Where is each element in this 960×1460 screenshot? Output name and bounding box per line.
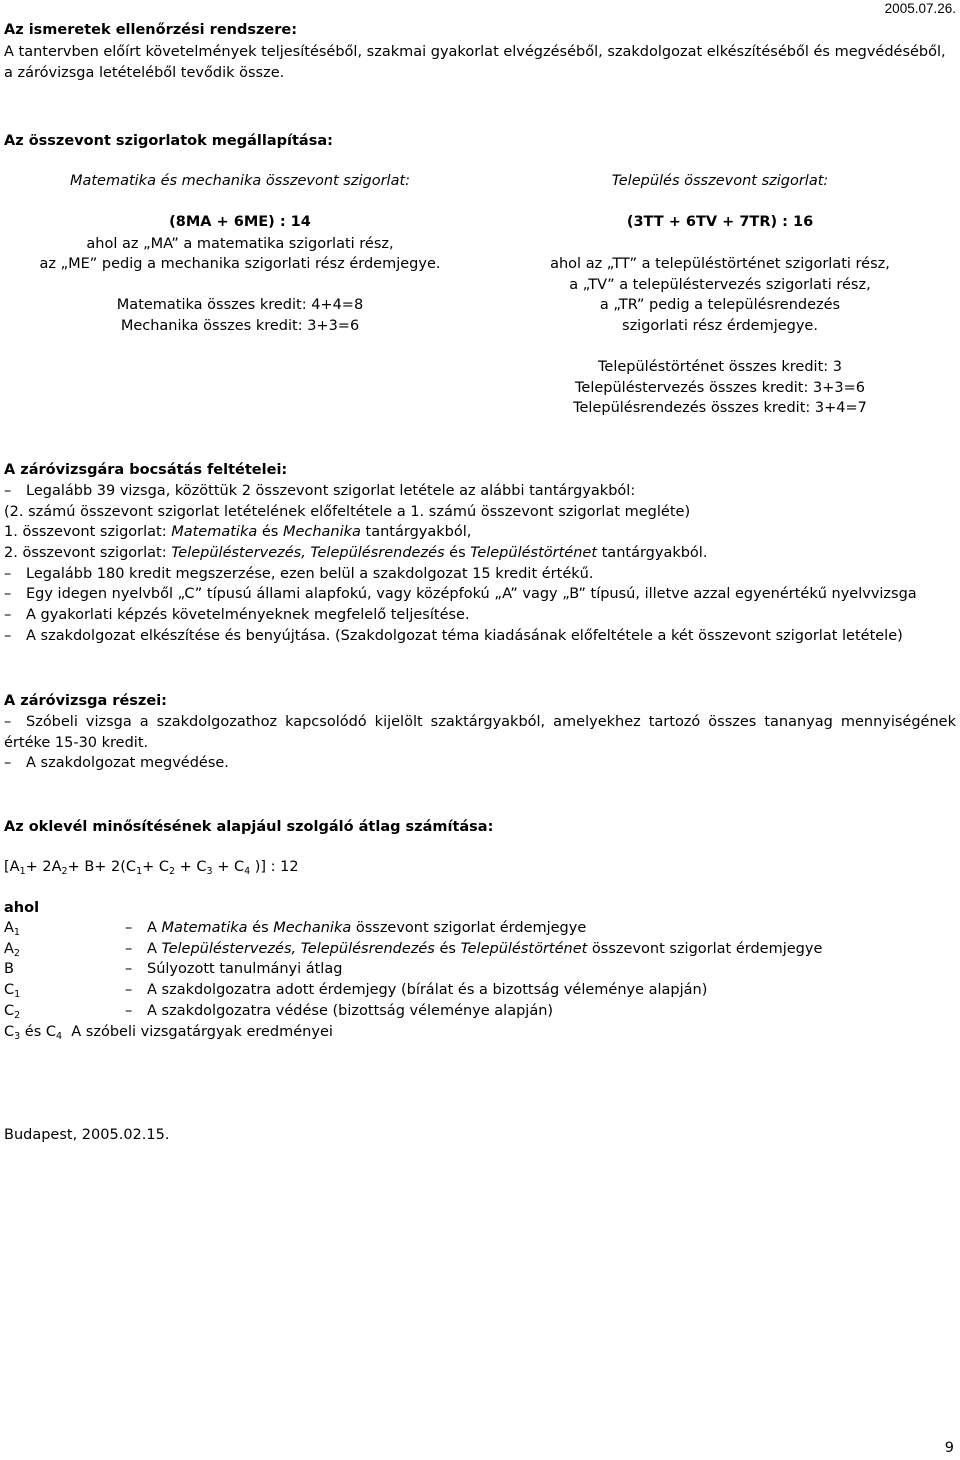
final-exam-title: A záróvizsga részei: — [4, 693, 167, 709]
history-credit: Településtörténet összes kredit: 3 — [598, 359, 842, 375]
dash-bullet: – — [125, 941, 133, 957]
def-row-a1 — [0, 918, 960, 939]
def-row-c2 — [0, 1001, 960, 1022]
mech-credit: Mechanika összes kredit: 3+3=6 — [120, 318, 360, 334]
exam-system-text: A tantervben előírt követelmények teljesítéséből, szakmai gyakorlat elvégzéséből, szakdolgozat elkészítéséből és megvédéséből, a záróvizsga letételéből tevődik össze. — [4, 44, 946, 81]
place-date: Budapest, 2005.02.15. — [4, 1127, 170, 1143]
dash-bullet: – — [125, 1003, 133, 1019]
dash-bullet: – — [4, 628, 12, 644]
settlement-line2: a „TV” a településtervezés szigorlati rész, — [569, 277, 871, 293]
admission-note: (2. számú összevont szigorlat letételének előfeltétele a 1. számú összevont szigorlat megléte) — [4, 504, 691, 520]
settlement-formula: (3TT + 6TV + 7TR) : 16 — [626, 214, 814, 230]
combined-exams-title: Az összevont szigorlatok megállapítása: — [4, 133, 333, 149]
def-value: – A Településtervezés, Településrendezés és Településtörténet összevont szigorlat érdemjegye — [125, 939, 822, 960]
where-label: ahol — [4, 900, 40, 916]
def-key: $A_2$ — [4, 941, 20, 959]
def-key: $A_1$ — [4, 920, 20, 938]
def-key: $C_2$ — [4, 1003, 21, 1021]
diploma-title: Az oklevél minősítésének alapjául szolgáló átlag számítása: — [4, 819, 494, 835]
math-mech-line2: az „ME” pedig a mechanika szigorlati rész érdemjegye. — [39, 256, 441, 272]
document-date: 2005.07.26. — [884, 1, 956, 16]
dash-bullet: – — [4, 755, 12, 771]
admission-sub-2: 2. összevont szigorlat: Településtervezés, Településrendezés és Településtörténet tantárgyakból. — [4, 545, 708, 561]
regulation-credit: Településrendezés összes kredit: 3+4=7 — [573, 400, 867, 416]
dash-bullet: – — [4, 566, 12, 582]
admission-item-2: – Legalább 180 kredit megszerzése, ezen belül a szakdolgozat 15 kredit értékű. — [4, 564, 593, 585]
dash-bullet: – — [125, 920, 133, 936]
dash-bullet: – — [4, 483, 12, 499]
planning-credit: Településtervezés összes kredit: 3+3=6 — [575, 380, 865, 396]
math-credit: Matematika összes kredit: 4+4=8 — [116, 297, 364, 313]
def-value: – A szakdolgozatra védése (bizottság véleménye alapján) — [125, 1001, 553, 1022]
def-key: B — [4, 961, 14, 977]
dash-bullet: – — [4, 607, 12, 623]
admission-item-4: – A gyakorlati képzés követelményeknek megfelelő teljesítése. — [4, 605, 470, 626]
dash-bullet: – — [4, 714, 12, 730]
def-row-b — [0, 959, 960, 980]
def-row-c3-c4: $C_3$ és $C_4$ A szóbeli vizsgatárgyak eredményei — [4, 1024, 333, 1042]
math-mech-formula: (8MA + 6ME) : 14 — [169, 214, 311, 230]
admission-item-1: – Legalább 39 vizsga, közöttük 2 összevont szigorlat letétele az alábbi tantárgyakból: — [4, 481, 635, 502]
settlement-heading: Település összevont szigorlat: — [611, 173, 829, 189]
exam-system-title: Az ismeretek ellenőrzési rendszere: — [4, 22, 298, 38]
final-exam-item-1: – Szóbeli vizsga a szakdolgozathoz kapcsolódó kijelölt szaktárgyakból, amelyekhez tartozó összes tananyag mennyiségének értéke 15-30 kredit. — [4, 714, 956, 751]
admission-item-5: – A szakdolgozat elkészítése és benyújtása. (Szakdolgozat téma kiadásának előfeltétele a két összevont szigorlat letétele) — [4, 626, 903, 647]
settlement-line4: szigorlati rész érdemjegye. — [622, 318, 818, 334]
def-row-c1 — [0, 980, 960, 1001]
diploma-formula: [$A_1+ 2A_2+ B+ 2(C_1+ C_2 + C_3 + C_4$ )] : 12 — [4, 859, 299, 877]
page-number: 9 — [944, 1440, 954, 1456]
admission-title: A záróvizsgára bocsátás feltételei: — [4, 462, 288, 478]
def-row-a2 — [0, 939, 960, 960]
def-value: – A szakdolgozatra adott érdemjegy (bírálat és a bizottság véleménye alapján) — [125, 980, 707, 1001]
math-mech-heading: Matematika és mechanika összevont szigorlat: — [69, 173, 411, 189]
dash-bullet: – — [4, 586, 12, 602]
dash-bullet: – — [125, 982, 133, 998]
settlement-line1: ahol az „TT” a településtörténet szigorlati rész, — [550, 256, 890, 272]
admission-item-3: – Egy idegen nyelvből „C” típusú állami alapfokú, vagy középfokú „A” vagy „B” típusú, illetve azzal egyenértékű nyelvvizsga — [4, 584, 917, 605]
def-value: – A Matematika és Mechanika összevont szigorlat érdemjegye — [125, 918, 586, 939]
def-value: – Súlyozott tanulmányi átlag — [125, 959, 342, 980]
math-mech-line1: ahol az „MA” a matematika szigorlati rész, — [86, 236, 394, 252]
dash-bullet: – — [125, 961, 133, 977]
settlement-line3: a „TR” pedig a településrendezés — [599, 297, 841, 313]
admission-sub-1: 1. összevont szigorlat: Matematika és Mechanika tantárgyakból, — [4, 524, 472, 540]
final-exam-item-2: – A szakdolgozat megvédése. — [4, 753, 229, 774]
def-key: $C_1$ — [4, 982, 21, 1000]
